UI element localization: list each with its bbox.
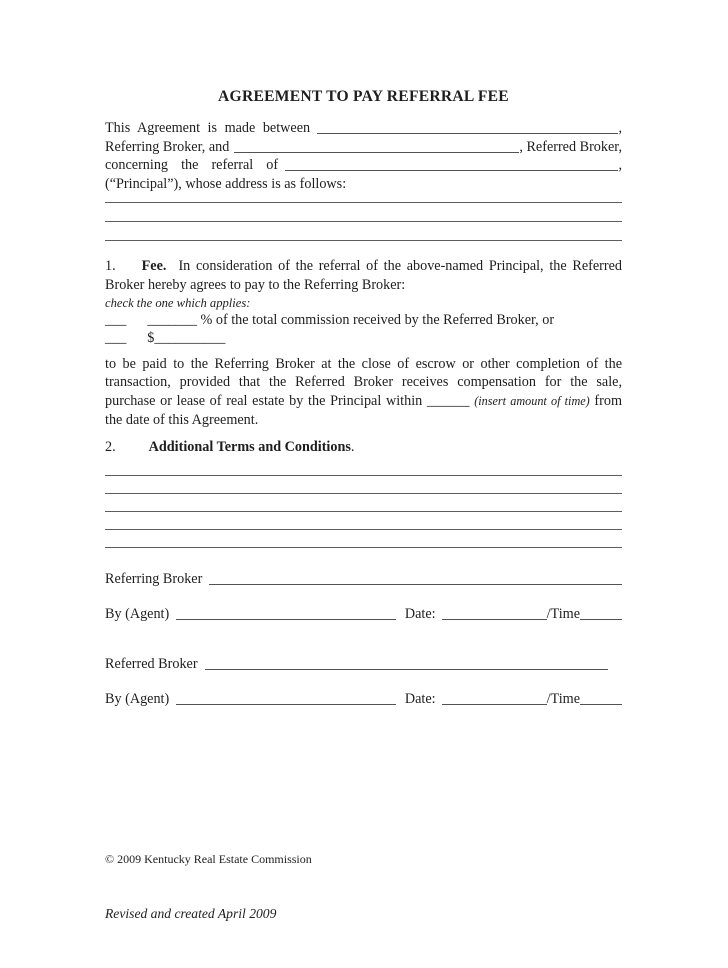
document-content bbox=[105, 0, 622, 709]
referred-broker-signature-row bbox=[105, 655, 622, 674]
referred-agent-row bbox=[105, 690, 622, 709]
intro-line-1-tail: , bbox=[618, 120, 622, 136]
intro-line-2-tail: , Referred Broker, bbox=[519, 138, 622, 155]
intro-line-4-text: (“Principal”), whose address is as follows: bbox=[105, 175, 347, 192]
address-line-2 bbox=[105, 203, 622, 222]
revision-note: Revised and created April 2009 bbox=[105, 906, 277, 921]
address-line-1 bbox=[105, 193, 622, 203]
terms-line-5 bbox=[105, 530, 622, 548]
intro-line-1-text: This Agreement is made between bbox=[105, 120, 311, 136]
intro-line-4 bbox=[105, 175, 622, 194]
section2-tail: . bbox=[350, 439, 355, 456]
referring-date-blank bbox=[442, 615, 547, 620]
time-label: /Time bbox=[546, 690, 580, 707]
referred-date-blank bbox=[442, 700, 547, 705]
referred-broker-label: Referred Broker bbox=[105, 655, 198, 672]
check-instruction: check the one which applies: bbox=[105, 295, 251, 310]
intro-line-3-tail: , bbox=[618, 157, 622, 174]
time-label: /Time bbox=[546, 605, 580, 622]
terms-line-2 bbox=[105, 476, 622, 494]
document-title: AGREEMENT TO PAY REFERRAL FEE bbox=[218, 88, 509, 105]
referring-agent-row bbox=[105, 605, 622, 624]
insert-amount-of-time-note: (insert amount of time) bbox=[474, 393, 590, 408]
terms-line-1 bbox=[105, 463, 622, 476]
date-label: Date: bbox=[404, 690, 436, 707]
section2-title: Additional Terms and Conditions bbox=[148, 439, 351, 456]
referring-broker-label: Referring Broker bbox=[105, 570, 203, 587]
by-agent-label: By (Agent) bbox=[105, 605, 170, 622]
option-dollar-text: $__________ bbox=[147, 330, 226, 347]
referring-time-blank bbox=[580, 615, 622, 620]
principal-name-blank bbox=[285, 166, 618, 171]
option-percent-row bbox=[105, 311, 622, 330]
referred-time-blank bbox=[580, 700, 622, 705]
by-agent-label: By (Agent) bbox=[105, 690, 170, 707]
referred-broker-signature-blank bbox=[205, 665, 608, 670]
address-line-3 bbox=[105, 222, 622, 241]
section2-number: 2. bbox=[105, 439, 116, 456]
referring-broker-signature-blank bbox=[209, 580, 622, 585]
intro-line-1 bbox=[105, 119, 622, 138]
referring-broker-name-blank bbox=[317, 129, 618, 134]
intro-paragraph bbox=[105, 119, 622, 193]
intro-line-3 bbox=[105, 156, 622, 175]
section2-heading bbox=[105, 438, 622, 457]
terms-line-4 bbox=[105, 512, 622, 530]
copyright-notice: © 2009 Kentucky Real Estate Commission bbox=[105, 852, 312, 866]
section1-paragraph bbox=[105, 257, 622, 294]
terms-blank-lines bbox=[105, 463, 622, 548]
date-label: Date: bbox=[404, 605, 436, 622]
address-blank-lines bbox=[105, 193, 622, 241]
section1-label: Fee. bbox=[141, 258, 167, 275]
intro-line-2-text: Referring Broker, and bbox=[105, 138, 230, 155]
intro-line-3-text: concerning the referral of bbox=[105, 157, 279, 174]
terms-line-3 bbox=[105, 494, 622, 512]
referring-broker-signature-row bbox=[105, 570, 622, 589]
percent-checkbox-blank: ___ bbox=[105, 311, 127, 328]
referred-broker-name-blank bbox=[234, 148, 519, 153]
referring-agent-signature-blank bbox=[176, 615, 396, 620]
option-percent-text: _______ % of the total commission received by the Referred Broker, or bbox=[147, 311, 555, 328]
section1-number: 1. bbox=[105, 258, 116, 275]
dollar-checkbox-blank: ___ bbox=[105, 330, 127, 347]
intro-line-2 bbox=[105, 138, 622, 157]
section1-continuation bbox=[105, 355, 622, 429]
continuation-text-pre: to be paid to the Referring Broker at the close of escrow or other completion of the transaction, provided that the Referred Broker receives compensation for the sale, purchase or lease of real estate by the Principal within ______ bbox=[105, 355, 622, 409]
continuation-text-post: from the date of this Agreement. bbox=[105, 392, 622, 428]
option-dollar-row bbox=[105, 329, 622, 348]
section1-body: In consideration of the referral of the above-named Principal, the Referred Broker hereby agrees to pay to the Referring Broker: bbox=[105, 258, 622, 293]
referred-agent-signature-blank bbox=[176, 700, 396, 705]
